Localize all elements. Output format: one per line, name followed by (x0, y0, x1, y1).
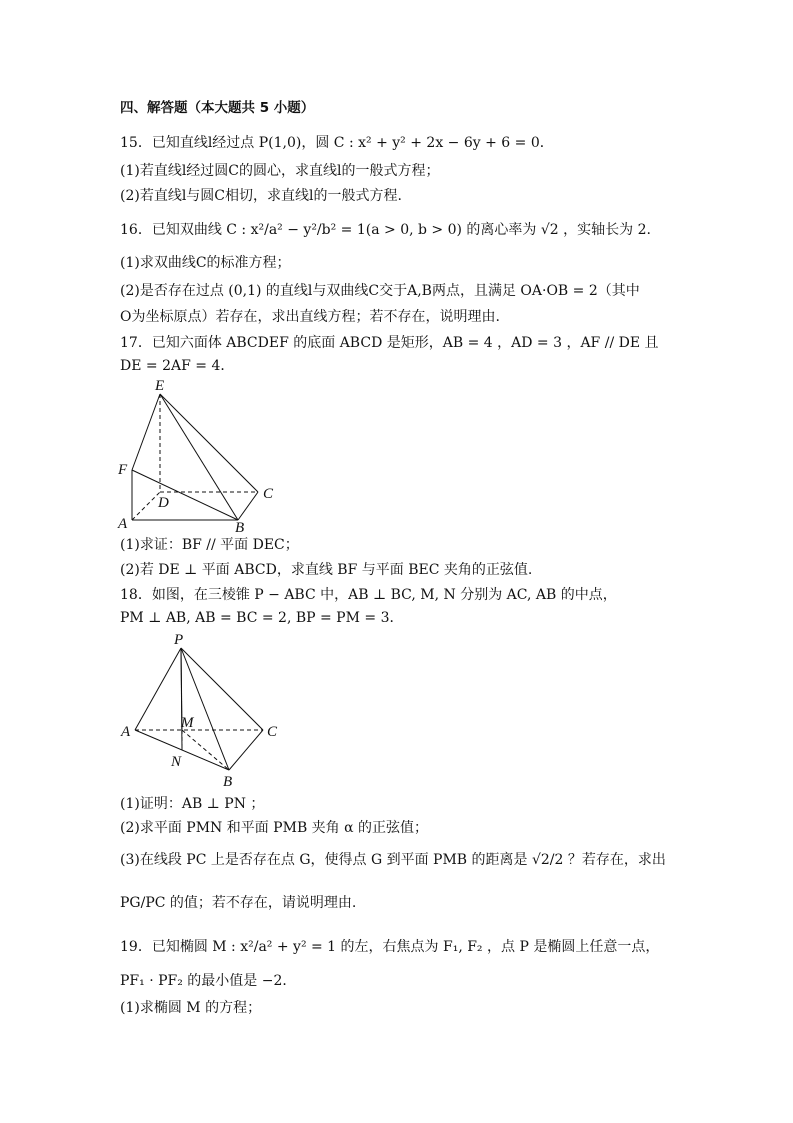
section-title: 四、解答题（本大题共 5 小题） (120, 100, 315, 116)
q19-stem-line2: PF₁ · PF₂ 的最小值是 −2． (120, 973, 297, 989)
q17-part1: (1)求证：BF // 平面 DEC； (120, 537, 299, 553)
q18-edge-PB (181, 648, 229, 770)
q17-label-C: C (263, 486, 274, 502)
q17-edge-AD-hidden (132, 492, 160, 520)
q15-part1: (1)若直线l经过圆C的圆心，求直线l的一般式方程； (120, 163, 440, 179)
q16-part1: (1)求双曲线C的标准方程； (120, 255, 291, 271)
q18-label-M: M (181, 715, 194, 731)
q18-figure-svg (115, 630, 290, 790)
q18-edge-MB-hidden (182, 730, 229, 770)
q18-label-P: P (174, 632, 184, 648)
q19-stem-line1: 19．已知椭圆 M : x²/a² + y² = 1 的左，右焦点为 F₁, F₂ ，点 P 是椭圆上任意一点， (120, 939, 660, 955)
q17-label-E: E (155, 378, 165, 394)
q18-part3-line1: (3)在线段 PC 上是否存在点 G，使得点 G 到平面 PMB 的距离是 √2/2 ？若存在，求出 (120, 852, 666, 868)
q18-stem-line2: PM ⊥ AB, AB = BC = 2, BP = PM = 3． (120, 610, 404, 626)
q17-label-B: B (235, 520, 245, 532)
q15-stem: 15．已知直线l经过点 P(1,0)，圆 C : x² + y² + 2x − 6y + 6 = 0． (120, 135, 554, 151)
q15-part2: (2)若直线l与圆C相切，求直线l的一般式方程. (120, 188, 402, 204)
q19-part1: (1)求椭圆 M 的方程； (120, 1000, 262, 1016)
q17-hexahedron-figure (110, 376, 290, 532)
q17-label-D: D (158, 495, 169, 511)
q17-label-F: F (118, 462, 128, 478)
q18-part2: (2)求平面 PMN 和平面 PMB 夹角 α 的正弦值； (120, 820, 429, 836)
q18-edge-BC (229, 730, 263, 770)
q17-label-A: A (118, 516, 128, 532)
q17-stem-line2: DE = 2AF = 4． (120, 358, 235, 374)
q18-part1: (1)证明：AB ⊥ PN ； (120, 796, 265, 812)
q17-edge-FE (132, 394, 160, 470)
q17-part2: (2)若 DE ⊥ 平面 ABCD，求直线 BF 与平面 BEC 夹角的正弦值. (120, 562, 533, 578)
q18-label-B: B (223, 774, 233, 790)
q18-label-N: N (171, 754, 182, 770)
q18-label-C: C (267, 724, 278, 740)
q16-stem: 16．已知双曲线 C : x²/a² − y²/b² = 1(a > 0, b > 0) 的离心率为 √2 ，实轴长为 2. (120, 222, 651, 238)
q18-pyramid-figure (115, 630, 290, 790)
q18-part3-line2: PG/PC 的值；若不存在，请说明理由. (120, 895, 357, 911)
q17-edge-BC (238, 492, 258, 520)
q18-label-A: A (121, 724, 131, 740)
q16-part2-line1: (2)是否存在过点 (0,1) 的直线l与双曲线C交于A,B两点，且满足 OA·OB = 2（其中 (120, 283, 640, 299)
q17-stem-line1: 17．已知六面体 ABCDEF 的底面 ABCD 是矩形，AB = 4 ，AD = 3 ，AF // DE 且 (120, 335, 659, 351)
q16-part2-line2: O为坐标原点）若存在，求出直线方程；若不存在，说明理由. (120, 309, 500, 325)
q18-edge-PA (135, 648, 181, 730)
q18-stem-line1: 18．如图，在三棱锥 P − ABC 中，AB ⊥ BC, M, N 分别为 AC, AB 的中点， (120, 587, 617, 603)
q17-edge-EC (160, 394, 258, 492)
q17-figure-svg (110, 376, 290, 532)
